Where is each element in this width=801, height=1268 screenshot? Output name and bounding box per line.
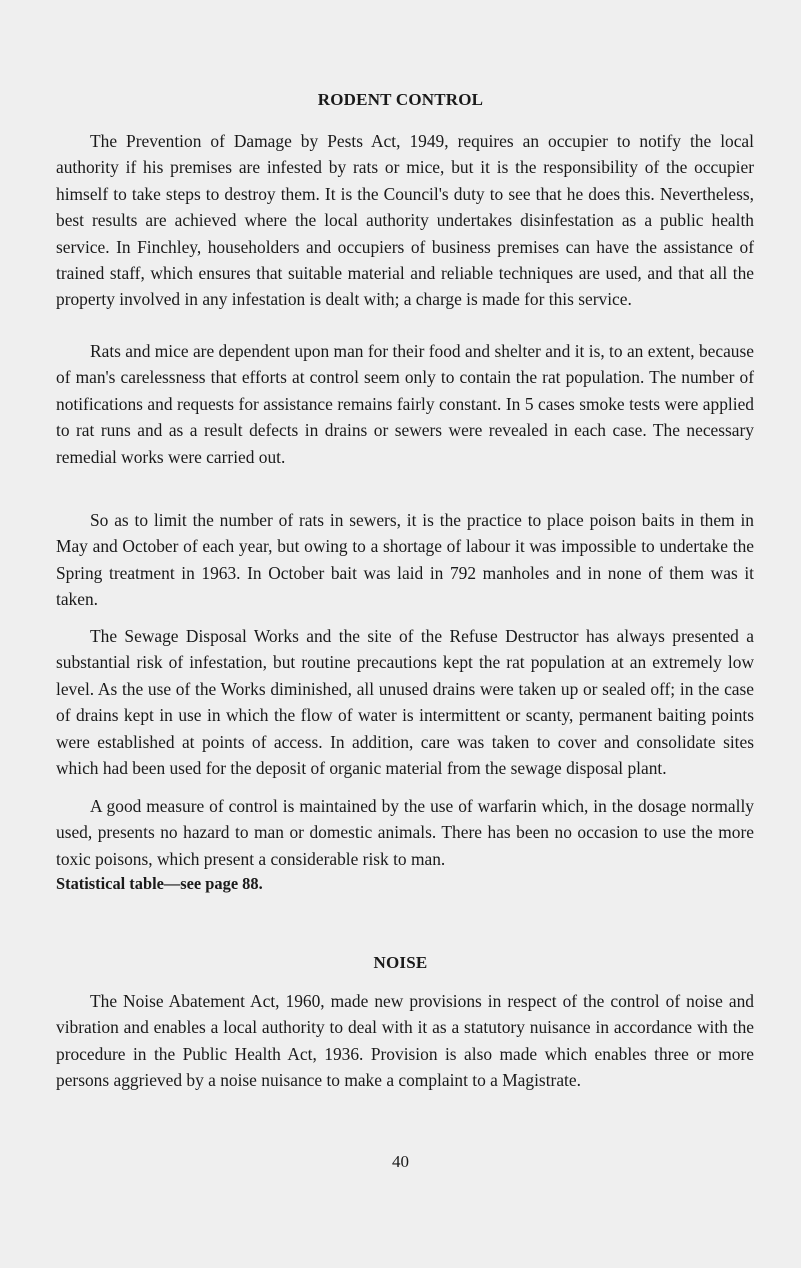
rodent-paragraph-3: So as to limit the number of rats in sewers, it is the practice to place poison baits in them in May and October of each year, but owing to a shortage of labour it was impossible to undertake the Spring treatment in 1963. In October bait was laid in 792 manholes and in none of them was it taken. <box>56 510 754 610</box>
statistical-table-note: Statistical table—see page 88. <box>56 874 263 893</box>
noise-heading: NOISE <box>373 953 428 972</box>
rodent-paragraph-1: The Prevention of Damage by Pests Act, 1949, requires an occupier to notify the local authority if his premises are infested by rats or mice, but it is the responsibility of the occupier himself to take steps to destroy them. It is the Council's duty to see that he does this. Nevertheless, best results are achieved where the local authority undertakes disinfestation as a public health service. In Finchley, householders and occupiers of business premises can have the assistance of trained staff, which ensures that suitable material and reliable techniques are used, and that all the property involved in any infestation is dealt with; a charge is made for this service. <box>56 131 754 310</box>
rodent-paragraph-4: The Sewage Disposal Works and the site of the Refuse Destructor has always presented a substantial risk of infestation, but routine precautions kept the rat population at an extremely low level. As the use of the Works diminished, all unused drains were taken up or sealed off; in the case of drains kept in use in which the flow of water is intermittent or scanty, permanent baiting points were established at points of access. In addition, care was taken to cover and consolidate sites which had been used for the deposit of organic material from the sewage disposal plant. <box>56 626 754 779</box>
page-number: 40 <box>392 1152 409 1171</box>
rodent-paragraph-2: Rats and mice are dependent upon man for their food and shelter and it is, to an extent, because of man's carelessness that efforts at control seem only to contain the rat population. The number of notifications and requests for assistance remains fairly constant. In 5 cases smoke tests were applied to rat runs and as a result defects in drains or sewers were revealed in each case. The necessary remedial works were carried out. <box>56 341 754 467</box>
rodent-control-heading: RODENT CONTROL <box>317 90 484 109</box>
rodent-paragraph-5: A good measure of control is maintained by the use of warfarin which, in the dosage normally used, presents no hazard to man or domestic animals. There has been no occasion to use the more toxic poisons, which present a considerable risk to man. <box>56 796 754 869</box>
noise-paragraph-1: The Noise Abatement Act, 1960, made new provisions in respect of the control of noise and vibration and enables a local authority to deal with it as a statutory nuisance in accordance with the procedure in the Public Health Act, 1936. Provision is also made which enables three or more persons aggrieved by a noise nuisance to make a complaint to a Magistrate. <box>56 991 754 1091</box>
